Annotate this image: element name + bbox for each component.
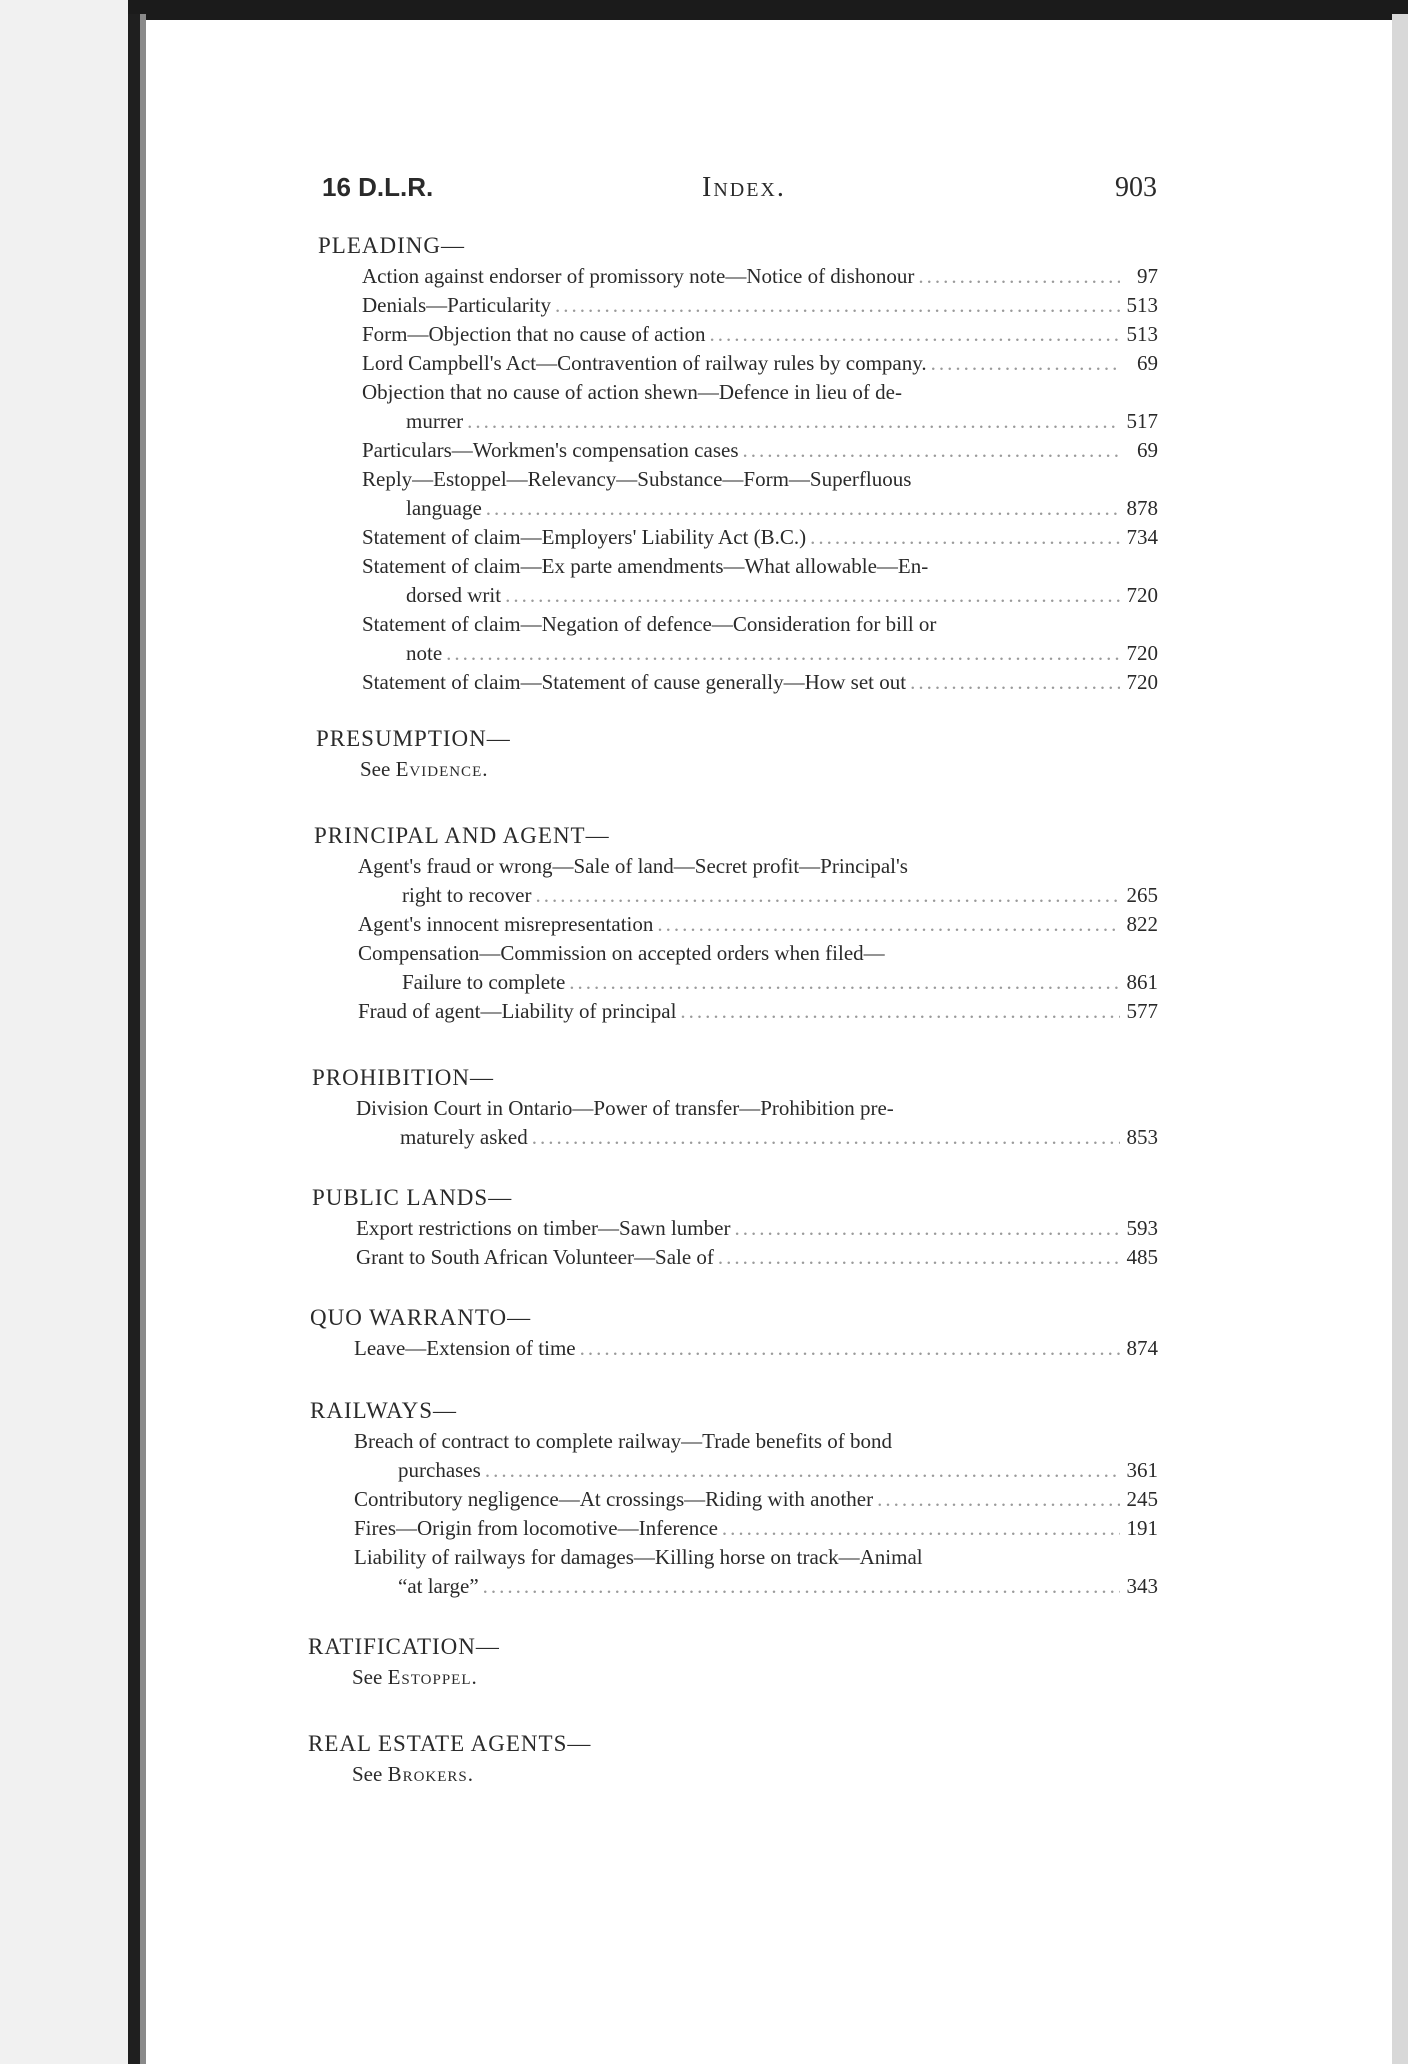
leader-dots [676,997,1120,1026]
entry-text: Contributory negligence—At crossings—Riding with another [354,1487,874,1511]
entry-page-number: 720 [1126,641,1158,665]
leader-dots [873,1485,1120,1514]
index-entry [362,668,1158,697]
entry-text: Fires—Origin from locomotive—Inference [354,1516,718,1540]
section-heading: QUO WARRANTO— [310,1305,532,1330]
section-heading: PRINCIPAL AND AGENT— [314,823,610,848]
entry-page-number: 361 [1126,1458,1158,1482]
running-header [300,170,1160,230]
leader-dots [528,1123,1120,1152]
index-entry [354,1427,1158,1485]
entry-text: Failure to complete [402,970,566,994]
leader-dots [463,407,1120,436]
see-prefix: See [352,1665,383,1689]
entry-page-number: 517 [1126,409,1158,433]
leader-dots [531,881,1120,910]
page-number: 903 [1115,172,1157,203]
entry-page-number: 593 [1126,1216,1158,1240]
entry-page-number: 720 [1126,583,1158,607]
index-section [292,1395,1160,1601]
volume-label: 16 D.L.R. [322,172,434,202]
index-section [298,723,1160,784]
index-section [290,1631,1160,1692]
entry-page-number: 513 [1126,322,1158,346]
leader-dots [479,1572,1120,1601]
scan-left-margin [0,0,128,2064]
see-reference [360,755,1160,784]
entry-page-number: 861 [1126,970,1158,994]
index-entry [356,1214,1158,1243]
entry-page-number: 513 [1126,293,1158,317]
entry-page-number: 343 [1126,1574,1158,1598]
section-heading: PROHIBITION— [312,1065,494,1090]
entry-text: Breach of contract to complete railway—Trade benefits of bond [354,1429,893,1453]
see-reference [352,1663,1160,1692]
entry-text: maturely asked [400,1125,528,1149]
scan-binding-edge [128,14,140,2064]
index-page [300,170,1160,1789]
index-entry [362,610,1158,668]
entry-page-number: 822 [1126,912,1158,936]
index-entry [362,291,1158,320]
entry-text: Agent's fraud or wrong—Sale of land—Secret profit—Principal's [358,854,908,878]
entry-text: Denials—Particularity [362,293,551,317]
entry-page-number: 577 [1126,999,1158,1023]
entry-text: Objection that no cause of action shewn—Defence in lieu of de- [362,380,902,404]
leader-dots [706,320,1121,349]
leader-dots [714,1243,1120,1272]
entry-page-number: 97 [1137,264,1158,288]
index-entry [362,436,1158,465]
entry-page-number: 874 [1126,1336,1158,1360]
entry-page-number: 191 [1126,1516,1158,1540]
index-entry [358,939,1158,997]
index-entry [362,262,1158,291]
leader-dots [551,291,1120,320]
section-heading: PLEADING— [318,233,465,258]
entry-text: language [406,496,482,520]
leader-dots [806,523,1120,552]
entry-page-number: 878 [1126,496,1158,520]
index-section [294,1182,1160,1272]
see-prefix: See [360,757,391,781]
leader-dots [730,1214,1120,1243]
index-entry [358,910,1158,939]
index-section [292,1302,1160,1363]
index-entry [356,1243,1158,1272]
entry-text: Statement of claim—Employers' Liability Act (B.C.) [362,525,807,549]
index-entry [362,552,1158,610]
entry-text: Statement of claim—Negation of defence—Consideration for bill or [362,612,937,636]
entry-page-number: 853 [1126,1125,1158,1149]
entry-page-number: 245 [1126,1487,1158,1511]
leader-dots [482,494,1120,523]
entry-text: purchases [398,1458,481,1482]
header-title: Index. [702,172,786,203]
see-target: Evidence. [395,757,489,781]
entry-page-number: 720 [1126,670,1158,694]
index-section [300,230,1160,697]
leader-dots [906,668,1120,697]
scan-top-border [0,0,1408,20]
entry-text: Particulars—Workmen's compensation cases [362,438,739,462]
leader-dots [565,968,1120,997]
index-entry [358,997,1158,1026]
index-entry [362,523,1158,552]
entry-text: Compensation—Commission on accepted orders when filed— [358,941,885,965]
section-heading: RATIFICATION— [308,1634,500,1659]
entry-page-number: 265 [1126,883,1158,907]
entry-text: right to recover [402,883,532,907]
entry-page-number: 69 [1137,438,1158,462]
entry-text: Grant to South African Volunteer—Sale of [356,1245,714,1269]
leader-dots [718,1514,1120,1543]
entry-text: Fraud of agent—Liability of principal [358,999,677,1023]
section-heading: REAL ESTATE AGENTS— [308,1731,592,1756]
leader-dots [501,581,1120,610]
index-entry [354,1543,1158,1601]
entry-text: Division Court in Ontario—Power of transfer—Prohibition pre- [356,1096,894,1120]
entry-text: Liability of railways for damages—Killing horse on track—Animal [354,1545,923,1569]
section-heading: PRESUMPTION— [316,726,511,751]
see-target: Brokers. [387,1762,475,1786]
see-prefix: See [352,1762,383,1786]
section-heading: PUBLIC LANDS— [312,1185,513,1210]
entry-text: Statement of claim—Statement of cause generally—How set out [362,670,907,694]
leader-dots [914,262,1120,291]
entry-page-number: 485 [1126,1245,1158,1269]
index-entry [362,378,1158,436]
section-heading: RAILWAYS— [310,1398,458,1423]
see-reference [352,1760,1160,1789]
index-body [300,230,1160,1789]
entry-text: Lord Campbell's Act—Contravention of railway rules by company. [362,351,927,375]
entry-text: dorsed writ [406,583,502,607]
entry-page-number: 69 [1137,351,1158,375]
entry-text: Action against endorser of promissory note—Notice of dishonour [362,264,915,288]
leader-dots [481,1456,1120,1485]
index-entry [362,320,1158,349]
entry-text: “at large” [398,1574,479,1598]
scan-right-edge [1392,14,1408,2064]
index-section [294,1062,1160,1152]
leader-dots [576,1334,1120,1363]
index-section [290,1728,1160,1789]
index-section [296,820,1160,1026]
see-target: Estoppel. [387,1665,478,1689]
entry-text: Agent's innocent misrepresentation [358,912,654,936]
index-entry [354,1485,1158,1514]
entry-text: murrer [406,409,464,433]
entry-text: Leave—Extension of time [354,1336,576,1360]
index-entry [354,1514,1158,1543]
leader-dots [927,349,1120,378]
entry-text: Statement of claim—Ex parte amendments—What allowable—En- [362,554,929,578]
entry-text: Form—Objection that no cause of action [362,322,706,346]
index-entry [354,1334,1158,1363]
index-entry [362,349,1158,378]
entry-text: note [406,641,443,665]
leader-dots [442,639,1120,668]
entry-text: Export restrictions on timber—Sawn lumber [356,1216,731,1240]
index-entry [358,852,1158,910]
scan-binding-shadow [140,14,146,2064]
index-entry [362,465,1158,523]
entry-text: Reply—Estoppel—Relevancy—Substance—Form—Superfluous [362,467,912,491]
leader-dots [739,436,1121,465]
entry-page-number: 734 [1126,525,1158,549]
index-entry [356,1094,1158,1152]
leader-dots [653,910,1120,939]
